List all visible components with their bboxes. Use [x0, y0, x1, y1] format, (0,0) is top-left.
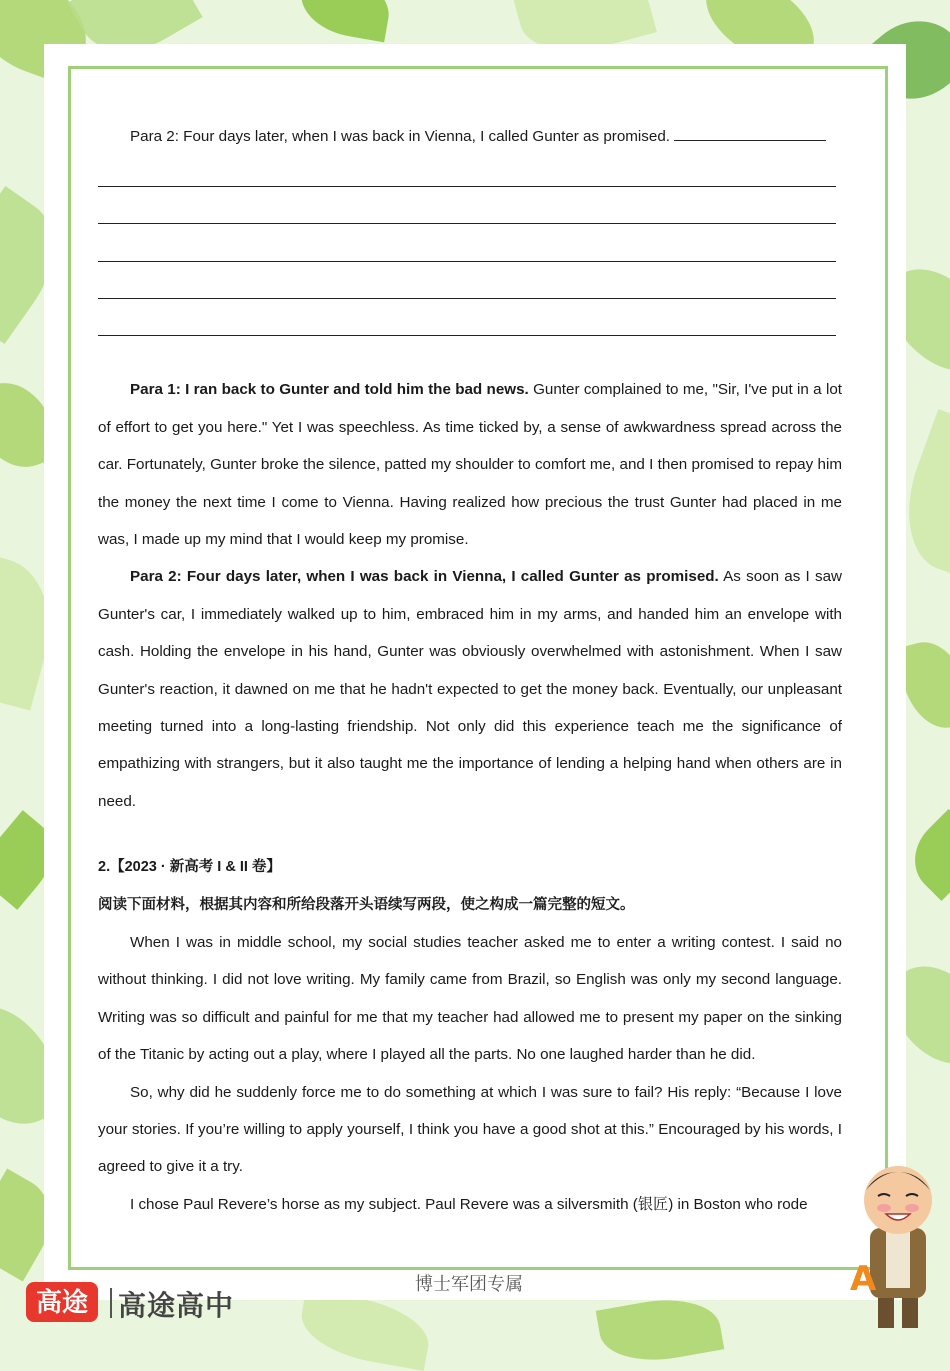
- answer-para1-lead: Para 1: I ran back to Gunter and told him the bad news.: [130, 381, 529, 399]
- teacher-mascot-icon: [848, 1158, 946, 1334]
- writing-line[interactable]: [98, 230, 842, 267]
- question-2-instruction: 阅读下面材料，根据其内容和所给段落开头语续写两段，使之构成一篇完整的短文。: [98, 896, 635, 913]
- writing-line[interactable]: [98, 193, 842, 230]
- svg-text:A: A: [850, 1259, 877, 1299]
- answer-para2-lead: Para 2: Four days later, when I was back in Vienna, I called Gunter as promised.: [130, 568, 719, 586]
- document-body: [98, 118, 842, 1223]
- para2-prompt-text: Para 2: Four days later, when I was back in Vienna, I called Gunter as promised.: [130, 128, 671, 145]
- writing-line[interactable]: [98, 305, 842, 342]
- answer-paragraph-2: [98, 558, 842, 820]
- logo-divider: [110, 1288, 112, 1318]
- answer-para1-body: Gunter complained to me, "Sir, I've put in a lot of effort to get you here." Yet I was speechless. As time ticked by, a sense of awkwardness spread across the car. Fortunately, Gunter broke the silence, patted my shoulder to comfort me, and I then promised to repay him the money the next time I come to Vienna. Having realized how precious the trust Gunter had placed in me was, I made up my mind that I would keep my promise.: [98, 381, 842, 548]
- answer-para2-body: As soon as I saw Gunter's car, I immediately walked up to him, embraced him in my arms, and handed him an envelope with cash. Holding the envelope in his hand, Gunter was obviously overwhelmed with astonishment. When I saw Gunter's reaction, it dawned on me that he hadn't expected to get the money back. Eventually, our unpleasant meeting turned into a long-lasting friendship. Not only did this experience teach me the significance of empathizing with strangers, but it also taught me the importance of lending a helping hand when others are in need.: [98, 568, 842, 810]
- passage-paragraph: I chose Paul Revere’s horse as my subject. Paul Revere was a silversmith (银匠) in Boston who rode: [130, 1195, 808, 1213]
- continuation-prompt: [98, 118, 842, 155]
- answer-blank[interactable]: [674, 122, 826, 141]
- passage-paragraph: When I was in middle school, my social studies teacher asked me to enter a writing contest. I said no without thinking. I did not love writing. My family came from Brazil, so English was only my second language. Writing was so difficult and painful for me that my teacher had allowed me to present my paper on the sinking of the Titanic by acting out a play, where I played all the parts. No one laughed harder than he did.: [98, 934, 842, 1064]
- passage-paragraph: So, why did he suddenly force me to do something at which I was sure to fail? His reply: “Because I love your stories. If you’re willing to apply yourself, I think you have a good shot at this.” Encouraged by his words, I agreed to give it a try.: [98, 1083, 842, 1176]
- watermark-text: 博士军团专属: [415, 1274, 523, 1294]
- brand-name: 高途高中: [118, 1290, 235, 1321]
- writing-line[interactable]: [98, 268, 842, 305]
- brand-logo: 高途: [26, 1282, 98, 1322]
- question-2-header: 2.【2023 · 新高考 I & II 卷】: [98, 859, 281, 876]
- answer-paragraph-1: [98, 371, 842, 558]
- writing-line[interactable]: [98, 155, 842, 192]
